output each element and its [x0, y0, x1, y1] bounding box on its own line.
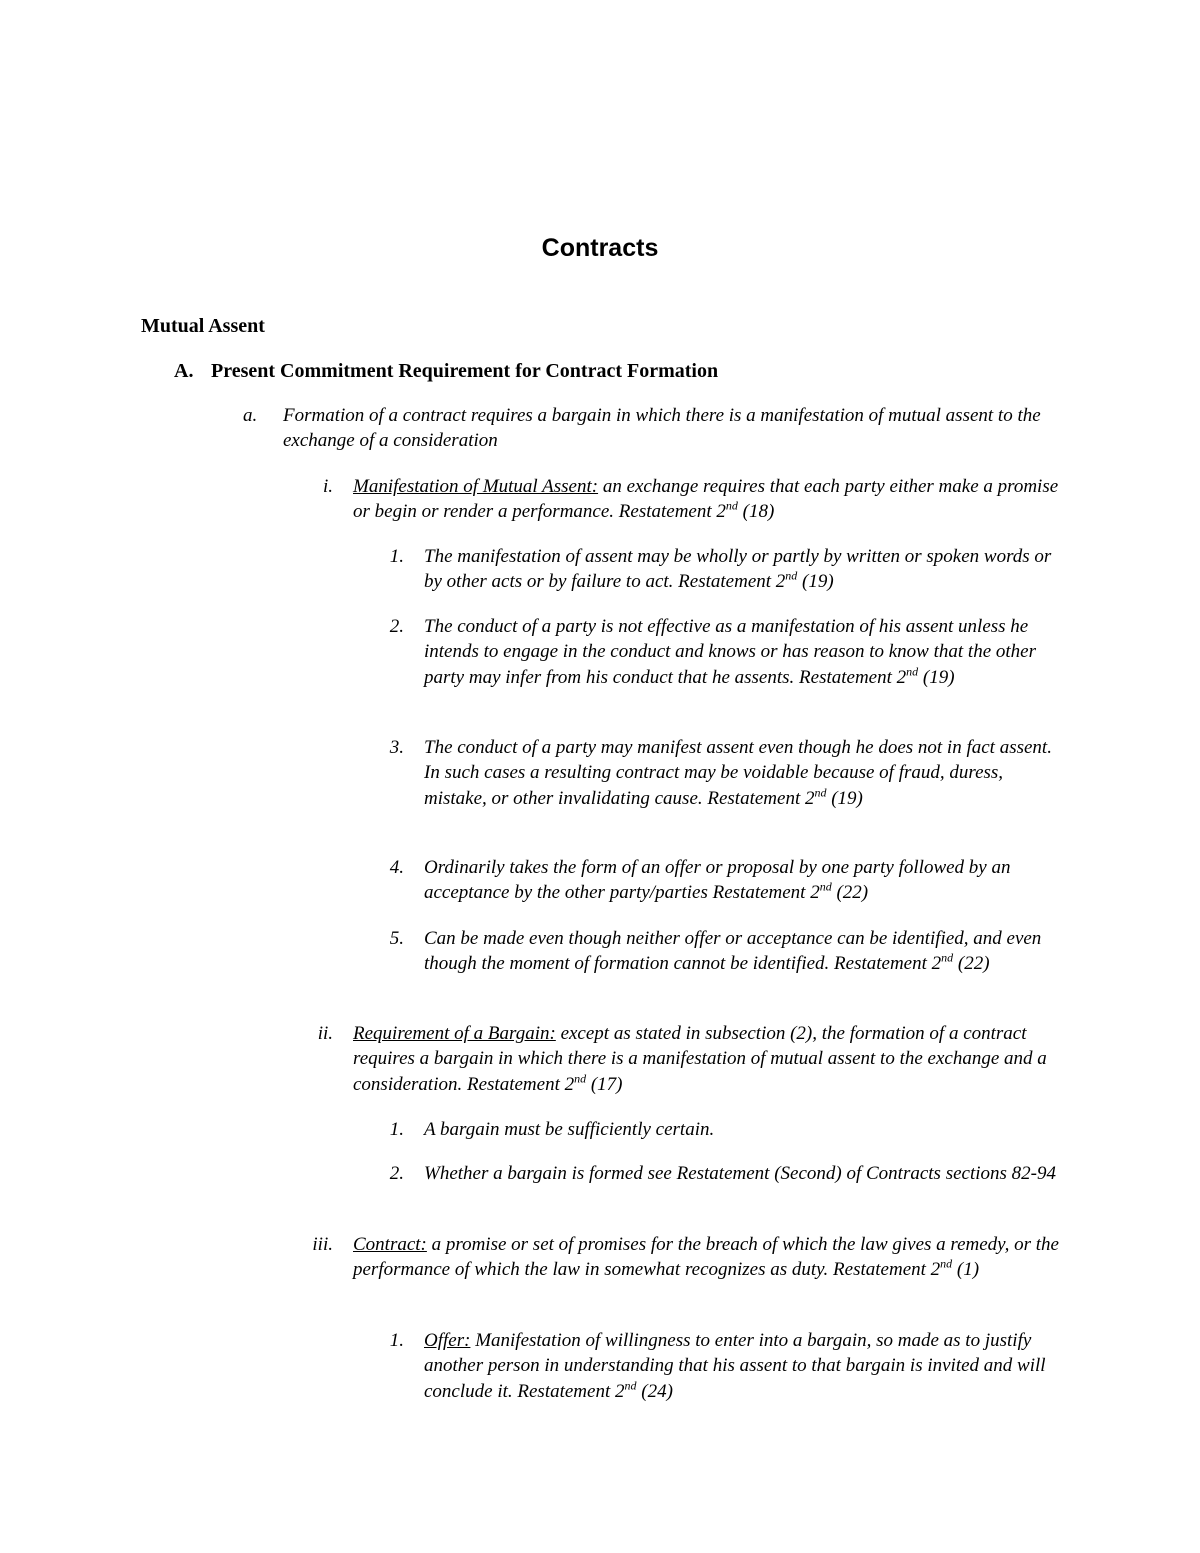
defined-term: Contract:	[353, 1234, 427, 1255]
list-item-text	[424, 926, 1069, 977]
list-item-iii	[312, 1232, 1065, 1283]
superscript: nd	[906, 664, 919, 679]
list-item-text	[424, 544, 1069, 595]
list-marker: 3.	[389, 737, 404, 758]
superscript: nd	[941, 950, 954, 965]
list-marker: i.	[322, 476, 333, 497]
superscript: nd	[624, 1378, 637, 1393]
definition-text: Manifestation of willingness to enter into a bargain, so made as to justify another person in understanding that his assent to that bargain is invited and will conclude it. Restatement 2	[424, 1330, 1046, 1402]
list-item-a	[243, 403, 1073, 454]
citation: (19)	[797, 571, 834, 593]
list-item-i-5	[389, 926, 1069, 977]
list-item-i-3	[389, 735, 1069, 811]
superscript: nd	[814, 785, 827, 800]
list-item-text	[424, 1328, 1069, 1404]
subsection-title: Present Commitment Requirement for Contract Formation	[211, 360, 719, 382]
section-heading: Mutual Assent	[141, 315, 265, 337]
definition-text: a promise or set of promises for the breach of which the law gives a remedy, or the performance of which the law in somewhat recognizes as duty. Restatement 2	[353, 1234, 1059, 1281]
item-text: Ordinarily takes the form of an offer or proposal by one party followed by an acceptance by the other party/parties Restatement 2	[424, 857, 1011, 904]
list-marker: iii.	[312, 1234, 333, 1255]
superscript: nd	[940, 1256, 953, 1271]
list-item-ii-1	[389, 1117, 1069, 1142]
list-item-iii-1	[389, 1328, 1069, 1404]
list-item-i-2	[389, 614, 1069, 690]
list-item-i-4	[389, 855, 1069, 906]
superscript: nd	[819, 879, 832, 894]
citation: (17)	[586, 1073, 623, 1095]
definition-text: except as stated in subsection (2), the formation of a contract requires a bargain in which there is a manifestation of mutual assent to the exchange and a consideration. Restatement 2	[353, 1023, 1047, 1095]
definition-text: an exchange requires that each party either make a promise or begin or render a performance. Restatement 2	[353, 476, 1059, 523]
defined-term: Manifestation of Mutual Assent:	[353, 476, 599, 497]
citation: (22)	[953, 953, 990, 975]
list-marker: a.	[243, 405, 258, 426]
superscript: nd	[785, 568, 798, 583]
list-marker: 2.	[389, 616, 404, 637]
list-marker: 2.	[389, 1163, 404, 1184]
list-marker: 5.	[389, 928, 404, 949]
subsection-heading	[174, 357, 718, 385]
item-text: The manifestation of assent may be wholly or partly by written or spoken words or by other acts or by failure to act. Restatement 2	[424, 546, 1052, 593]
list-item-ii-2	[389, 1161, 1069, 1186]
list-item-text	[424, 735, 1069, 811]
list-item-text	[424, 855, 1069, 906]
list-marker: 4.	[389, 857, 404, 878]
page-title: Contracts	[541, 234, 659, 262]
list-item-text: A bargain must be sufficiently certain.	[424, 1119, 715, 1140]
item-text: Can be made even though neither offer or acceptance can be identified, and even though the moment of formation cannot be identified. Restatement 2	[424, 928, 1042, 975]
list-item-text: Formation of a contract requires a bargain in which there is a manifestation of mutual assent to the exchange of a consideration	[283, 405, 1041, 452]
list-item-text	[353, 1021, 1065, 1097]
citation: (22)	[831, 882, 869, 904]
list-marker: 1.	[389, 546, 404, 567]
list-item-text	[424, 614, 1069, 690]
list-item-i	[322, 474, 1065, 525]
list-marker: 1.	[389, 1330, 404, 1351]
defined-term: Requirement of a Bargain:	[353, 1023, 556, 1044]
citation: (1)	[952, 1259, 980, 1281]
superscript: nd	[725, 498, 738, 513]
list-item-text	[353, 1232, 1065, 1283]
list-item-ii	[317, 1021, 1065, 1097]
citation: (19)	[826, 787, 863, 809]
item-text: The conduct of a party is not effective as a manifestation of his assent unless he intends to engage in the conduct and knows or has reason to know that the other party may infer from his conduct that he assents. Restatement 2	[424, 616, 1036, 688]
subsection-marker: A.	[174, 360, 194, 382]
citation: (19)	[918, 666, 955, 688]
list-item-i-1	[389, 544, 1069, 595]
citation: (24)	[636, 1380, 673, 1402]
defined-term: Offer:	[424, 1330, 471, 1351]
list-item-text: Whether a bargain is formed see Restatement (Second) of Contracts sections 82-94	[424, 1163, 1056, 1184]
citation: (18)	[737, 501, 775, 523]
item-text: The conduct of a party may manifest assent even though he does not in fact assent. In such cases a resulting contract may be voidable because of fraud, duress, mistake, or other invalidating cause. Restatement 2	[424, 737, 1052, 809]
superscript: nd	[574, 1071, 587, 1086]
list-marker: ii.	[317, 1023, 333, 1044]
list-item-text	[353, 474, 1065, 525]
list-marker: 1.	[389, 1119, 404, 1140]
